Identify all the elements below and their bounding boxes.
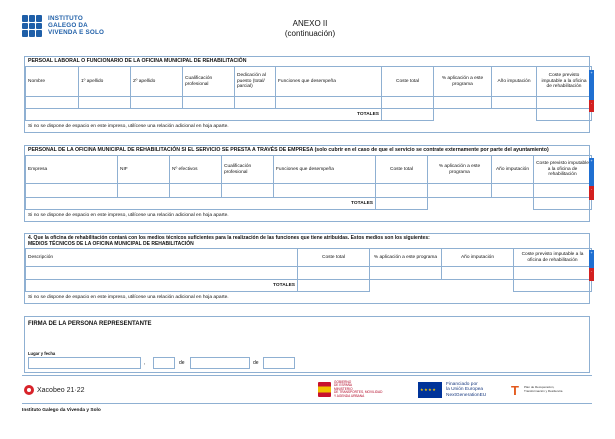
col-header: Coste previsto imputable a la oficina de rehabilitación (537, 67, 592, 97)
cell-input[interactable] (26, 267, 298, 280)
cell-input[interactable] (298, 267, 370, 280)
table-row[interactable] (26, 267, 592, 280)
cell-input[interactable] (434, 97, 492, 109)
cell-input[interactable] (274, 184, 376, 198)
recovery-plan-logo: T Plan de Recuperación, Transformación y Resiliencia (511, 382, 563, 398)
cell-input[interactable] (428, 184, 492, 198)
month-input[interactable] (190, 357, 250, 369)
col-header: Empresa (26, 156, 118, 184)
section-title: PERSOAL LABORAL O FUNCIONARIO DE LA OFICINA MUNICIPAL DE REHABILITACIÓN (28, 58, 247, 64)
col-header: Cualificación profesional (222, 156, 274, 184)
cell-input[interactable] (26, 97, 79, 109)
col-header: Año imputación (492, 156, 534, 184)
institute-footer: Instituto Galego da Vivenda y Solo (22, 408, 101, 413)
total-cost-input[interactable] (382, 109, 434, 121)
col-header: Coste total (382, 67, 434, 97)
col-header: 2º apellido (131, 67, 183, 97)
totals-row (26, 109, 592, 121)
section-company-staff (24, 145, 593, 222)
col-header: % aplicación a este programa (428, 156, 492, 184)
annex-title (250, 19, 370, 39)
spain-shield-icon (318, 382, 331, 397)
col-header: % aplicación a este programa (434, 67, 492, 97)
col-header: Año imputación (492, 67, 537, 97)
space-note: Si no se dispone de espacio en este impreso, utilícese una relación adicional en hoja aparte. (28, 124, 229, 129)
section-staff (24, 56, 593, 133)
col-header: Coste total (298, 249, 370, 267)
add-row-button[interactable]: + (589, 250, 594, 268)
totals-label: TOTALES (26, 198, 376, 210)
space-note: Si no se dispone de espacio en este impreso, utilícese una relación adicional en hoja aparte. (28, 295, 229, 300)
section-title: 4. Que la oficina de rehabilitación contará con los medios técnicos suficientes para la realización de las funciones que tiene atribuidas. Estos medios son los siguientes: MEDIOS TÉCNICOS DE LA OFICINA MUNICIPAL DE REHABILITACIÓN (28, 235, 430, 247)
cell-input[interactable] (118, 184, 170, 198)
col-header: Nombre (26, 67, 79, 97)
totals-row (26, 280, 592, 292)
technical-table (25, 248, 592, 292)
cell-input[interactable] (276, 97, 382, 109)
xacobeo-logo: Xacobeo 21·22 (24, 383, 104, 397)
cell-input[interactable] (131, 97, 183, 109)
de-label-1: de (179, 360, 185, 366)
staff-table (25, 66, 592, 121)
place-input[interactable] (28, 357, 141, 369)
col-header: % aplicación a este programa (370, 249, 442, 267)
table-header-row (26, 156, 592, 184)
annex-label: ANEXO II (292, 19, 328, 28)
place-date-label: Lugar y fecha (28, 351, 56, 356)
cell-input[interactable] (79, 97, 131, 109)
remove-row-button[interactable]: - (589, 268, 594, 281)
cell-input[interactable] (492, 97, 537, 109)
col-header: NIF (118, 156, 170, 184)
space-note: Si no se dispone de espacio en este impreso, utilícese una relación adicional en hoja aparte. (28, 213, 229, 218)
year-input[interactable] (263, 357, 295, 369)
tr-icon: T (511, 382, 519, 398)
section-technical-means (24, 233, 593, 304)
remove-row-button[interactable]: - (589, 100, 594, 112)
government-logo: GOBIERNO DE ESPAÑA MINISTERIO DE TRANSPORTES, MOVILIDAD Y AGENDA URBANA (318, 381, 390, 398)
company-table (25, 155, 592, 210)
col-header: Año imputación (442, 249, 514, 267)
table-row[interactable] (26, 97, 592, 109)
cell-input[interactable] (537, 97, 592, 109)
add-row-button[interactable]: + (589, 158, 594, 186)
xacobeo-icon (24, 385, 34, 395)
totals-label: TOTALES (26, 109, 382, 121)
totals-row (26, 198, 592, 210)
remove-row-button[interactable]: - (589, 186, 594, 200)
col-header: Cualificación profesional (183, 67, 235, 97)
col-header: Coste previsto imputable a la oficina de rehabilitación (534, 156, 592, 184)
cell-input[interactable] (492, 184, 534, 198)
annex-sub: (continuación) (284, 29, 336, 38)
add-row-button[interactable]: + (589, 70, 594, 100)
cell-input[interactable] (235, 97, 276, 109)
totals-label: TOTALES (26, 280, 298, 292)
signature-title: FIRMA DE LA PERSONA REPRESENTANTE (28, 321, 152, 327)
cell-input[interactable] (514, 267, 592, 280)
total-imputable-input[interactable] (537, 109, 592, 121)
table-header-row (26, 67, 592, 97)
table-header-row (26, 249, 592, 267)
col-header: Funciones que desempeña (276, 67, 382, 97)
col-header: Descripción (26, 249, 298, 267)
section-title: PERSONAL DE LA OFICINA MUNICIPAL DE REHABILITACIÓN SI EL SERVICIO SE PRESTA A TRAVÉS DE EMPRESA (solo cubrir en el caso de que el servicio se contrate externamente por parte del ayuntamiento) (28, 147, 549, 153)
igvs-logo-icon (22, 15, 44, 37)
total-cost-input[interactable] (298, 280, 370, 292)
cell-input[interactable] (442, 267, 514, 280)
table-row[interactable] (26, 184, 592, 198)
cell-input[interactable] (370, 267, 442, 280)
col-header: Coste previsto imputable a la oficina de rehabilitación (514, 249, 592, 267)
col-header: 1º apellido (79, 67, 131, 97)
day-input[interactable] (153, 357, 175, 369)
col-header: Dedicación al puesto (total/ parcial) (235, 67, 276, 97)
cell-input[interactable] (376, 184, 428, 198)
comma-label: , (144, 360, 146, 366)
total-cost-input[interactable] (376, 198, 428, 210)
total-imputable-input[interactable] (514, 280, 592, 292)
col-header: Nº efectivos (170, 156, 222, 184)
cell-input[interactable] (183, 97, 235, 109)
eu-flag-icon (418, 382, 442, 398)
cell-input[interactable] (222, 184, 274, 198)
cell-input[interactable] (382, 97, 434, 109)
col-header: Funciones que desempeña (274, 156, 376, 184)
de-label-2: de (253, 360, 259, 366)
org-name: INSTITUTO GALEGO DA VIVENDA E SOLO (48, 15, 105, 36)
eu-logo: ★★★★ Financiado por la Unión Europea NextGenerationEU (418, 381, 508, 399)
cell-input[interactable] (26, 184, 118, 198)
cell-input[interactable] (170, 184, 222, 198)
cell-input[interactable] (534, 184, 592, 198)
col-header: Coste total (376, 156, 428, 184)
total-imputable-input[interactable] (534, 198, 592, 210)
